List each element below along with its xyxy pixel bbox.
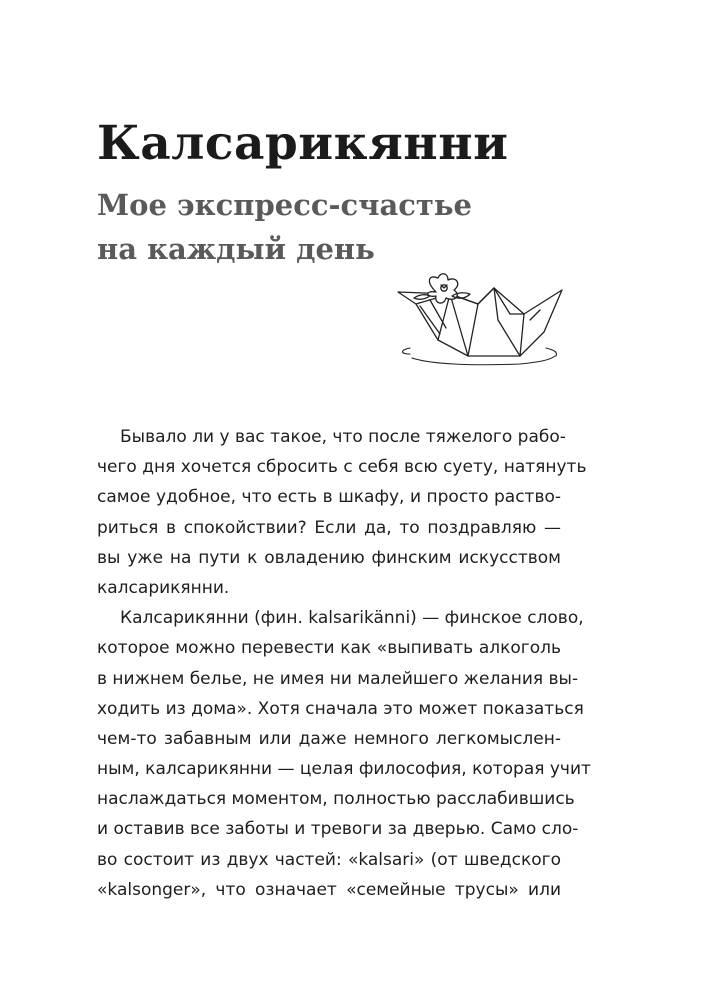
body-line: Бывало ли у вас такое, что после тяжелого рабо- <box>120 427 566 447</box>
body-line: которое можно перевести как «выпивать алкоголь <box>97 638 561 659</box>
body-line: наслаждаться моментом, полностью расслабившись <box>97 789 575 810</box>
body-line: чего дня хочется сбросить с себя всю суету, натянуть <box>97 457 587 478</box>
subtitle-line-1: Мое экспресс-счастье <box>97 188 472 222</box>
body-line: самое удобное, что есть в шкафу, и просто раство- <box>97 487 561 508</box>
body-line: ным, калсарикянни — целая философия, которая учит <box>97 759 591 780</box>
body-line: и оставив все заботы и тревоги за дверью. Само сло- <box>97 819 579 840</box>
body-line: в нижнем белье, не имея ни малейшего желания вы- <box>97 668 579 689</box>
body-text <box>97 422 591 905</box>
body-line: «kalsonger», что означает «семейные трусы» или <box>97 879 561 900</box>
chapter-title: Калсарикянни <box>97 116 509 171</box>
subtitle-line-2: на каждый день <box>97 232 375 266</box>
body-line: калсарикянни. <box>97 577 230 598</box>
body-line: риться в спокойствии? Если да, то поздравляю — <box>97 517 561 538</box>
body-line: Калсарикянни (фин. kalsarikänni) — финское слово, <box>120 608 584 629</box>
chapter-subtitle <box>97 183 472 271</box>
body-line: во состоит из двух частей: «kalsari» (от шведского <box>97 849 561 870</box>
body-line: вы уже на пути к овладению финским искусством <box>97 547 561 568</box>
body-line: ходить из дома». Хотя сначала это может показаться <box>97 698 584 719</box>
paper-boat-with-flower-icon <box>390 270 570 366</box>
body-line: чем-то забавным или даже немного легкомыслен- <box>97 728 561 749</box>
